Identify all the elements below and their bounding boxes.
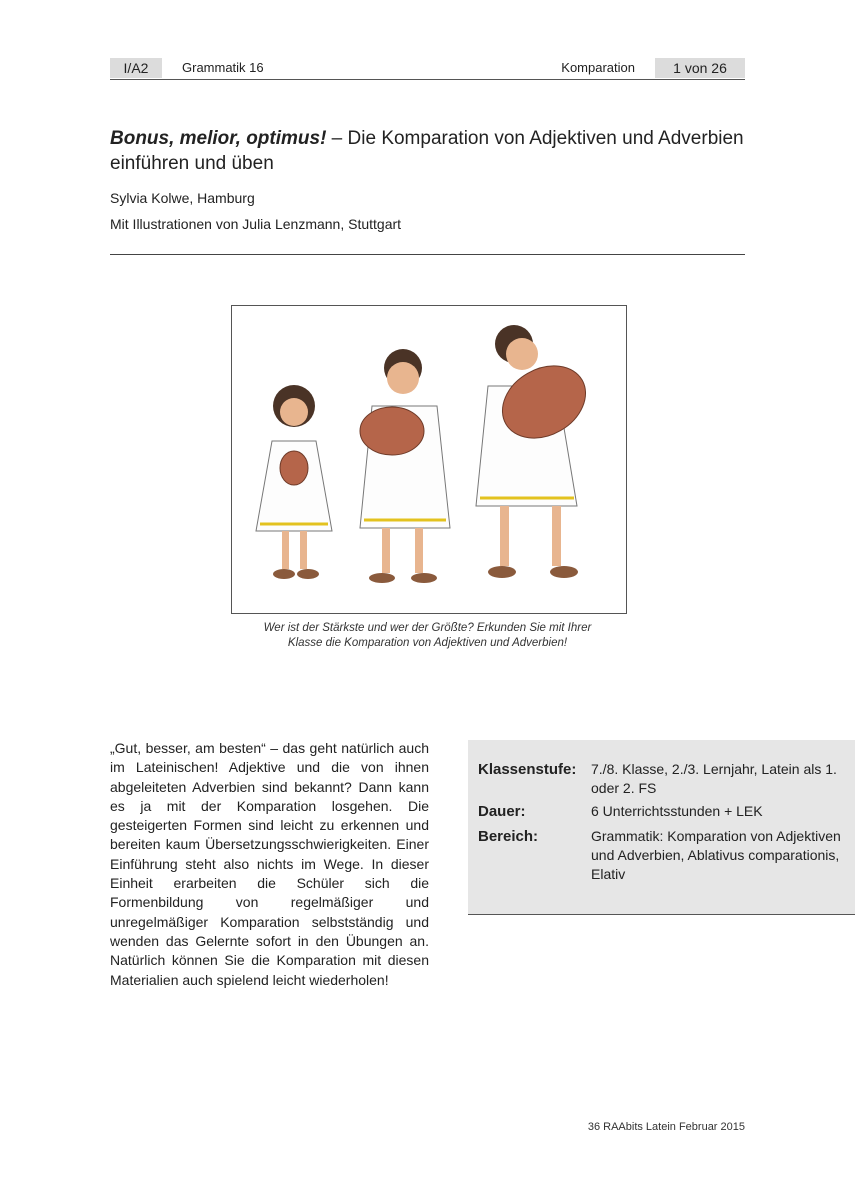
info-label: Klassenstufe: (478, 761, 577, 778)
tall-girl-figure (476, 325, 599, 578)
divider (110, 254, 745, 255)
children-with-pots-illustration (232, 306, 626, 613)
illustrator-line: Mit Illustrationen von Julia Lenzmann, Stuttgart (110, 216, 402, 232)
page-number: 1 von 26 (655, 58, 745, 78)
author-line: Sylvia Kolwe, Hamburg (110, 190, 255, 206)
page-title (110, 126, 750, 176)
boy-figure (360, 349, 450, 583)
page-footer: 36 RAAbits Latein Februar 2015 (587, 1121, 745, 1133)
info-label: Bereich: (478, 828, 539, 845)
caption-line-2: Klasse die Komparation von Adjektiven und Adverbien! (287, 637, 568, 649)
intro-paragraph: „Gut, besser, am besten“ – das geht natürlich auch im Lateinischen! Adjektive und die von ihnen abgeleiteten Adverbien sind bekannt? Dann kann es ja mit der Komparation losgehen. Die gesteigerten Formen sind leicht zu erkennen und bereiten kaum Übersetzungsschwierigkeiten. Einer Einführung steht also nichts im Wege. In dieser Einheit erarbeiten die Schüler sich die Formenbildung von regelmäßiger und unregelmäßiger Komparation selbstständig und wenden das Gelernte sofort in den Übungen an. Natürlich können Sie die Komparation mit diesen Materialien auch spielend leicht wiederholen! (110, 740, 429, 988)
series-title: Grammatik 16 (182, 60, 264, 75)
info-box (468, 740, 855, 915)
small-girl-figure (256, 385, 332, 579)
info-value: 6 Unterrichtsstunden + LEK (591, 803, 763, 819)
section-badge: I/A2 (110, 58, 162, 78)
info-value: Grammatik: Komparation von Adjektiven und Adverbien, Ablativus comparationis, Elativ (591, 828, 841, 882)
caption-line-1: Wer ist der Stärkste und wer der Größte? Erkunden Sie mit Ihrer (263, 622, 592, 634)
illustration-frame (231, 305, 627, 614)
title-rest: – Die Komparation von Adjektiven und Adverbien einführen und üben (110, 128, 744, 174)
topic-label: Komparation (561, 60, 635, 75)
title-emphasis: Bonus, melior, optimus! (110, 128, 327, 149)
page-header (110, 58, 745, 80)
info-label: Dauer: (478, 803, 526, 820)
figure-caption (190, 621, 665, 651)
info-value: 7./8. Klasse, 2./3. Lernjahr, Latein als 1. oder 2. FS (591, 761, 837, 796)
